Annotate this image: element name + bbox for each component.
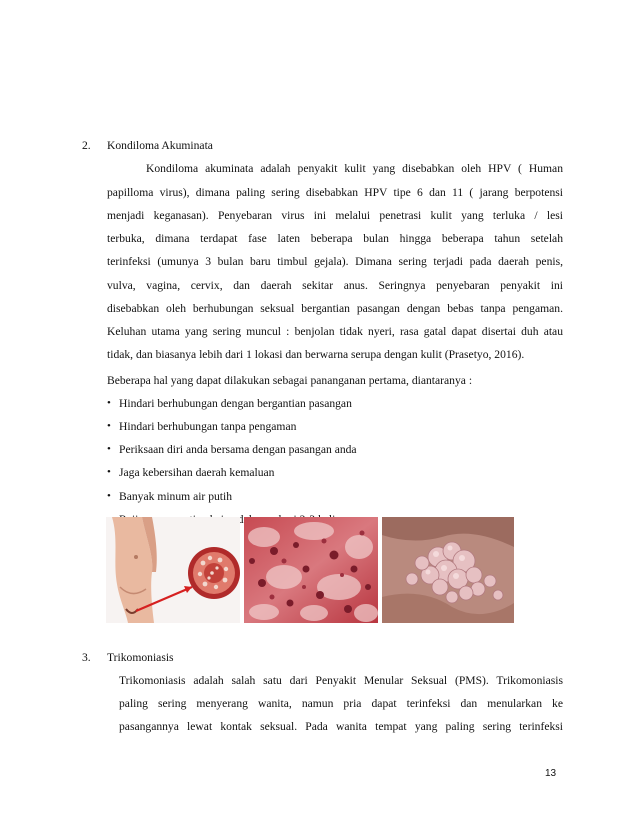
page-number: 13 <box>545 768 557 779</box>
list-item: Periksaan diri anda bersama dengan pasangan anda <box>119 443 357 456</box>
bullet-glyph: • <box>107 397 111 409</box>
paragraph-line: disebabkan oleh berhubungan seksual bergantian pasangan dengan bebas tanpa pengaman. <box>107 302 563 315</box>
section-2-number: 2. <box>82 139 91 152</box>
paragraph-line: vulva, vagina, cervix, dan daerah sekitar anus. Seringnya penyebaran penyakit ini <box>107 279 563 292</box>
warts-photo <box>382 517 514 623</box>
first-aid-intro: Beberapa hal yang dapat dilakukan sebagai pananganan pertama, diantaranya : <box>107 374 473 387</box>
warts-photo-graphic <box>382 517 514 623</box>
paragraph-line: Trikomoniasis adalah salah satu dari Penyakit Menular Seksual (PMS). Trikomoniasis <box>119 674 563 687</box>
paragraph-line: papilloma virus), dimana paling sering disebabkan HPV tipe 6 dan 11 ( jarang berpotensi <box>107 186 563 199</box>
paragraph-line: terbuka, dimana terdapat fase laten beberapa bulan hingga beberapa tahun setelah <box>107 232 563 245</box>
section-2-title: Kondiloma Akuminata <box>107 139 213 152</box>
bullet-glyph: • <box>107 420 111 432</box>
list-item: Hindari berhubungan tanpa pengaman <box>119 420 297 433</box>
bullet-glyph: • <box>107 490 111 502</box>
anatomy-illustration-graphic <box>106 517 240 623</box>
bullet-glyph: • <box>107 466 111 478</box>
anatomy-illustration <box>106 517 240 623</box>
skin-lesion-photo-graphic <box>244 517 378 623</box>
list-item: Banyak minum air putih <box>119 490 233 503</box>
section-3-number: 3. <box>82 651 91 664</box>
section-3-title: Trikomoniasis <box>107 651 174 664</box>
skin-lesion-photo <box>244 517 378 623</box>
paragraph-line: tidak, dan biasanya lebih dari 1 lokasi dan berwarna serupa dengan kulit (Prasetyo, 2016). <box>107 348 525 361</box>
bullet-glyph: • <box>107 443 111 455</box>
paragraph-line: Keluhan utama yang sering muncul : benjolan tidak nyeri, rasa gatal dapat disertai duh atau <box>107 325 563 338</box>
paragraph-line: Kondiloma akuminata adalah penyakit kulit yang disebabkan oleh HPV ( Human <box>146 162 563 175</box>
list-item: Hindari berhubungan dengan bergantian pasangan <box>119 397 352 410</box>
paragraph-line: menjadi keganasan). Penyebaran virus ini melalui penetrasi kulit yang terluka / lesi <box>107 209 563 222</box>
paragraph-line: terinfeksi (umunya 3 bulan baru timbul gejala). Dimana sering terjadi pada daerah penis, <box>107 255 563 268</box>
paragraph-line: paling sering menyerang wanita, namun pria dapat terinfeksi dan menularkan ke <box>119 697 563 710</box>
paragraph-line: pasangannya lewat kontak seksual. Pada wanita tempat yang paling sering terinfeksi <box>119 720 563 733</box>
list-item: Jaga kebersihan daerah kemaluan <box>119 466 275 479</box>
